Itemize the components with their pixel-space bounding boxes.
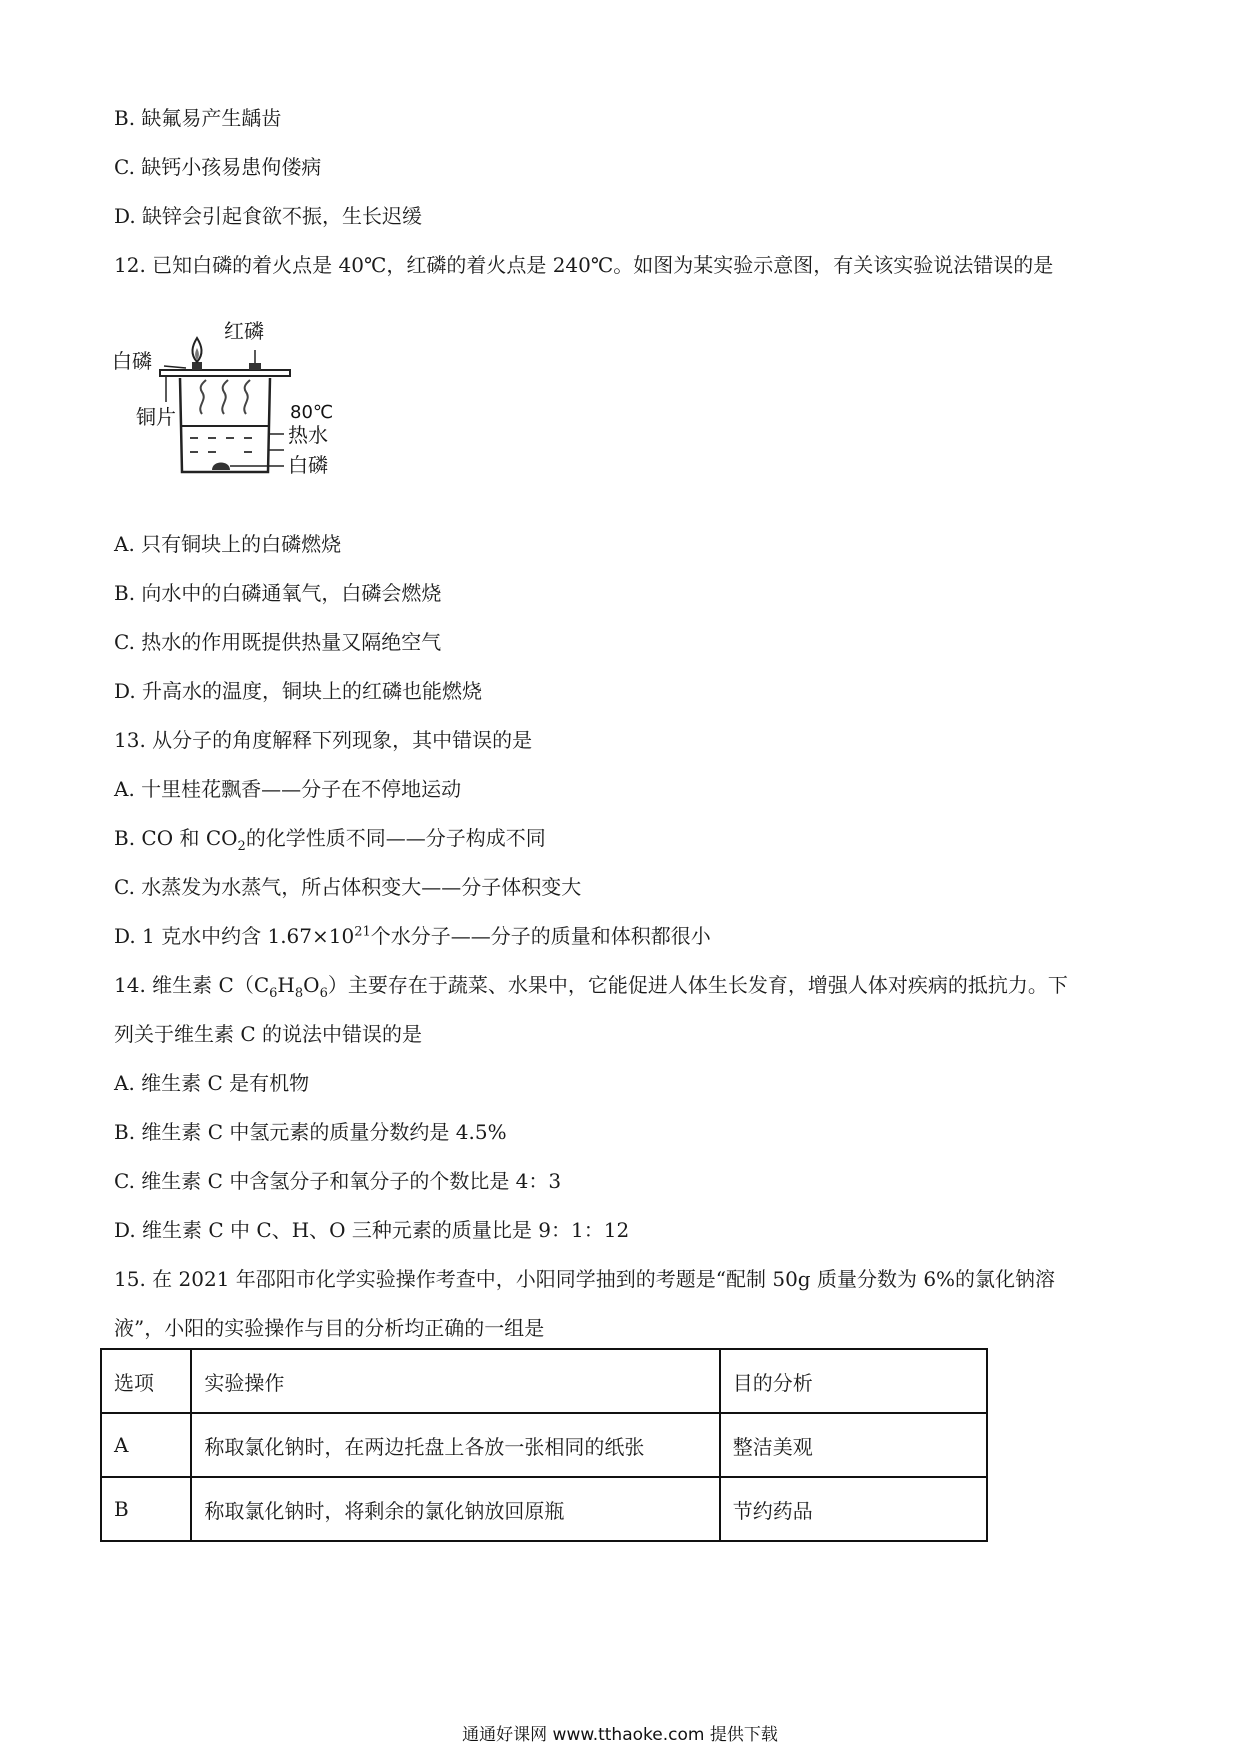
combustion-experiment-figure [112, 310, 352, 480]
q14-stem-line1 [114, 971, 1068, 999]
table-cell: A [101, 1413, 191, 1477]
q13-option-d [114, 922, 711, 950]
table-cell: B [101, 1477, 191, 1541]
q13-option-c: C. 水蒸发为水蒸气，所占体积变大——分子体积变大 [114, 875, 582, 899]
q12-stem: 12. 已知白磷的着火点是 40℃，红磷的着火点是 240℃。如图为某实验示意图，有关该实验说法错误的是 [114, 253, 1054, 277]
q12-option-b: B. 向水中的白磷通氧气，白磷会燃烧 [114, 581, 442, 605]
q14-option-b: B. 维生素 C 中氢元素的质量分数约是 4.5% [114, 1120, 507, 1144]
q14-sub1: 6 [269, 986, 278, 1001]
table-header-cell: 目的分析 [720, 1349, 987, 1413]
label-hot-water: 热水 [288, 423, 328, 447]
white-phosphorus-bottom [212, 463, 230, 471]
label-temperature: 80℃ [290, 402, 334, 423]
table-cell: 整洁美观 [720, 1413, 987, 1477]
label-red-phosphorus: 红磷 [224, 319, 264, 343]
label-copper-plate: 铜片 [136, 405, 176, 429]
page-footer: 通通好课网 www.tthaoke.com 提供下载 [462, 1725, 778, 1745]
q14-stem-pre: 14. 维生素 C（C [114, 973, 270, 997]
table-header-row [101, 1349, 987, 1413]
label-white-phosphorus-bottom: 白磷 [288, 453, 328, 477]
q11-option-d: D. 缺锌会引起食欲不振，生长迟缓 [114, 204, 423, 228]
q13-option-d-post: 个水分子——分子的质量和体积都很小 [370, 924, 711, 948]
q14-sub2: 8 [294, 986, 304, 1001]
q13-option-d-pre: D. 1 克水中约含 1.67×10 [114, 924, 355, 948]
q14-option-d: D. 维生素 C 中 C、H、O 三种元素的质量比是 9：1：12 [114, 1218, 630, 1242]
table-row [101, 1477, 987, 1541]
table-row [101, 1413, 987, 1477]
q14-mid2: O [303, 973, 320, 997]
q13-option-b-pre: B. CO 和 CO [114, 826, 238, 850]
table-cell: 节约药品 [720, 1477, 987, 1541]
q12-option-a: A. 只有铜块上的白磷燃烧 [114, 532, 342, 556]
q15-options-table [100, 1348, 988, 1542]
label-white-phosphorus-top: 白磷 [112, 349, 152, 373]
q14-option-c: C. 维生素 C 中含氢分子和氧分子的个数比是 4：3 [114, 1169, 562, 1193]
red-phosphorus [249, 363, 261, 370]
q13-option-a: A. 十里桂花飘香——分子在不停地运动 [114, 777, 462, 801]
q14-sub3: 6 [319, 986, 328, 1001]
q14-option-a: A. 维生素 C 是有机物 [114, 1071, 310, 1095]
q13-option-b-sub: 2 [237, 839, 246, 854]
q15-stem-line2: 液”，小阳的实验操作与目的分析均正确的一组是 [114, 1316, 545, 1340]
table-header-cell: 选项 [101, 1349, 191, 1413]
q13-option-b [114, 824, 546, 852]
q15-stem-line1: 15. 在 2021 年邵阳市化学实验操作考查中，小阳同学抽到的考题是“配制 50g 质量分数为 6%的氯化钠溶 [114, 1267, 1056, 1291]
table-cell: 称取氯化钠时，将剩余的氯化钠放回原瓶 [191, 1477, 719, 1541]
q12-option-d: D. 升高水的温度，铜块上的红磷也能燃烧 [114, 679, 483, 703]
q13-stem: 13. 从分子的角度解释下列现象，其中错误的是 [114, 728, 533, 752]
q12-option-c: C. 热水的作用既提供热量又隔绝空气 [114, 630, 442, 654]
copper-plate [160, 370, 290, 376]
q14-stem-line2: 列关于维生素 C 的说法中错误的是 [114, 1022, 423, 1046]
q11-option-c: C. 缺钙小孩易患佝偻病 [114, 155, 322, 179]
q11-option-b: B. 缺氟易产生龋齿 [114, 106, 282, 130]
q14-mid1: H [277, 973, 295, 997]
table-header-cell: 实验操作 [191, 1349, 719, 1413]
q13-option-b-post: 的化学性质不同——分子构成不同 [245, 826, 546, 850]
q14-stem-post: ）主要存在于蔬菜、水果中，它能促进人体生长发育，增强人体对疾病的抵抗力。下 [327, 973, 1068, 997]
table-cell: 称取氯化钠时，在两边托盘上各放一张相同的纸张 [191, 1413, 719, 1477]
steam-icon [200, 380, 250, 414]
q13-option-d-sup: 21 [354, 924, 371, 940]
